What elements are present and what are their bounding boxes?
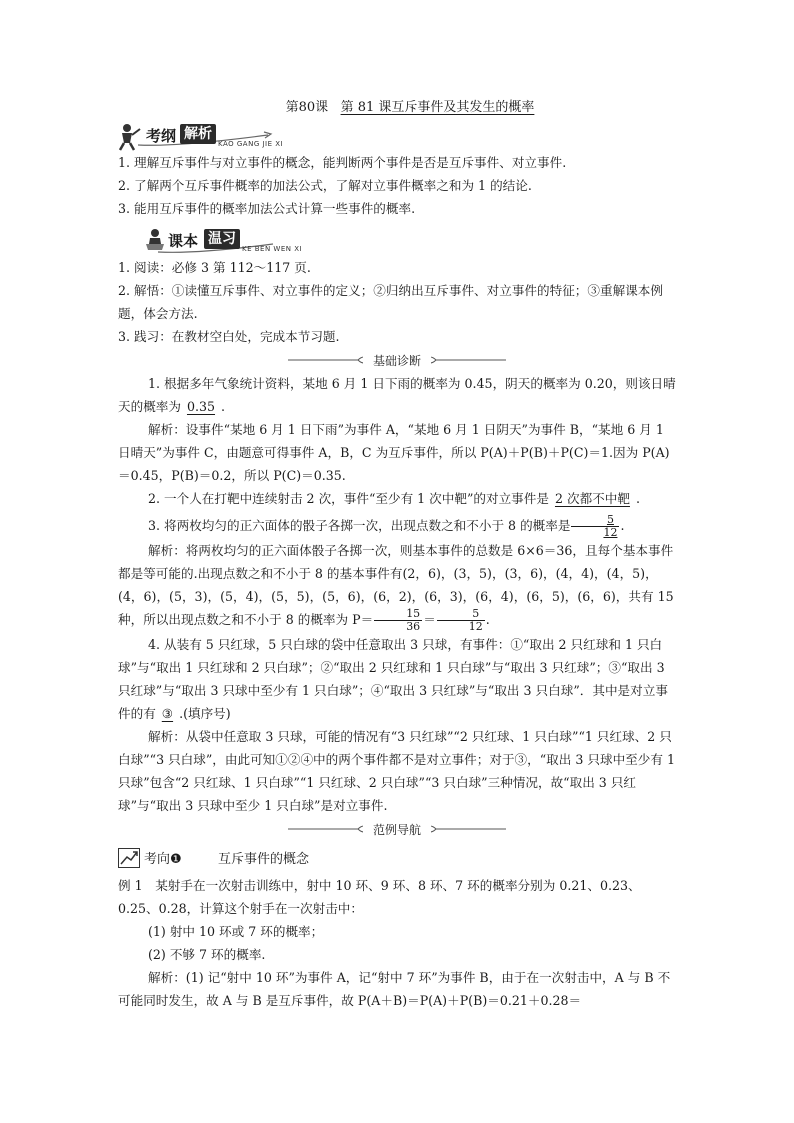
objective-3: 3. 能用互斥事件的概率加法公式计算一些事件的概率. [118, 201, 416, 216]
direction-heading [118, 846, 676, 874]
solution-1: 解析：设事件“某地 6 月 1 日下雨”为事件 A，“某地 6 月 1 日阴天”为事件 B，“某地 6 月 1 日晴天”为事件 C，由题意可得事件 A，B，C 为互斥事件，所以 P(A)＋P(B)＋P(C)＝1.因为 P(A)＝0.45，P(B)＝0.2，所以 P(C)＝0.35. [118, 422, 670, 483]
review-2: 2. 解悟：①读懂互斥事件、对立事件的定义；②归纳出互斥事件、对立事件的特征；③重解课本例题，体会方法. [118, 283, 663, 321]
objective-1: 1. 理解互斥事件与对立事件的概念，能判断两个事件是否是互斥事件、对立事件. [118, 155, 567, 170]
trend-arrow-icon [118, 848, 140, 868]
question-2-end: . [635, 491, 640, 506]
banner-title-1: 考纲 [146, 127, 177, 145]
banner-title-2: 温习 [204, 229, 240, 249]
objective-2: 2. 了解两个互斥事件概率的加法公式，了解对立事件概率之和为 1 的结论. [118, 178, 532, 193]
question-1 [118, 372, 676, 418]
question-1-end: . [221, 399, 226, 414]
example-1-part-1: (1) 射中 10 环或 7 环的概率； [148, 924, 324, 939]
banner-subtitle: KE BEN WEN XI [242, 245, 303, 253]
question-3-text: 3. 将两枚均匀的正六面体的骰子各掷一次，出现点数之和不小于 8 的概率是 [148, 518, 571, 533]
fraction-5-12 [437, 608, 485, 633]
solution-3-text: 解析：将两枚均匀的正六面体骰子各掷一次，则基本事件的总数是 6×6＝36，且每个基本事件都是等可能的.出现点数之和不小于 8 的基本事件有(2，6)，(3，5)，(3，6)，(4，4)，(4，5)，(4，6)，(5，3)，(5，4)，(5，5)，(5，6)，(6，2)，(6，3)，(6，4)，(6，5)，(6，6)，共有 15 种，所以出现点数之和不小于 8 的概率为 P＝ [118, 543, 674, 627]
content [118, 96, 676, 1012]
section-banner-keben [118, 226, 676, 256]
divider-basic-diagnosis [118, 349, 676, 371]
question-3 [118, 514, 676, 539]
answer-blank-1: 0.35 [186, 399, 216, 414]
solution-3 [118, 539, 676, 633]
example-1: 例 1 某射手在一次射击训练中，射中 10 环、9 环、8 环、7 环的概率分别为 0.21、0.23、0.25、0.28，计算这个射手在一次射击中： [118, 878, 641, 916]
answer-fraction-3 [571, 514, 619, 539]
fraction-denominator: 36 [406, 620, 421, 633]
equals-sign: ＝ [423, 612, 436, 627]
fraction-numerator: 15 [374, 608, 422, 621]
solution-4: 解析：从袋中任意取 3 只球，可能的情况有“3 只红球”“2 只红球、1 只白球”“1 只红球、2 只白球”“3 只白球”，由此可知①②④中的两个事件都不是对立事件；对于③，“取出 3 只球中至少有 1 只球”包含“2 只红球、1 只白球”“1 只红球、2 只白球”“3 只白球”三种情况，故“取出 3 只红球”与“取出 3 只球中至少 1 只白球”是对立事件. [118, 729, 675, 813]
direction-label: 考向❶ [144, 852, 182, 867]
section-banner-kaogang [118, 121, 676, 151]
fraction-denominator: 12 [468, 620, 483, 633]
banner-title-2: 解析 [180, 124, 216, 144]
answer-blank-4: ③ [161, 706, 174, 721]
question-4 [118, 633, 676, 725]
question-2-text: 2. 一个人在打靶中连续射击 2 次，事件“至少有 1 次中靶”的对立事件是 [148, 491, 549, 506]
fraction-numerator: 5 [571, 514, 619, 527]
divider-label: 基础诊断 [363, 354, 431, 368]
question-1-text: 1. 根据多年气象统计资料，某地 6 月 1 日下雨的概率为 0.45，阴天的概率为 0.20，则该日晴天的概率为 [118, 376, 676, 414]
question-4-text: 4. 从装有 5 只红球，5 只白球的袋中任意取出 3 只球，有事件：①“取出 2 只红球和 1 只白球”与“取出 1 只红球和 2 只白球”；②“取出 2 只红球和 1 只白球”与“取出 3 只红球”；③“取出 3 只红球”与“取出 3 只球中至少有 1 只白球”；④“取出 3 只红球”与“取出 3 只白球”．其中是对立事件的有 [118, 637, 668, 721]
divider-label: 范例导航 [363, 823, 431, 837]
lesson-number: 第80课 [285, 100, 329, 115]
fraction-numerator: 5 [437, 608, 485, 621]
answer-blank-2: 2 次都不中靶 [554, 491, 630, 506]
direction-title: 互斥事件的概念 [218, 852, 310, 867]
page-title [158, 96, 676, 119]
example-1-solution: 解析：(1) 记“射中 10 环”为事件 A，记“射中 7 环”为事件 B，由于在一次射击中，A 与 B 不可能同时发生，故 A 与 B 是互斥事件，故 P(A＋B)＝P(A)＋P(B)＝0.21＋0.28＝ [118, 970, 671, 1008]
lesson-title: 第 81 课互斥事件及其发生的概率 [340, 100, 535, 115]
solution-3-end: . [485, 612, 490, 627]
fraction-15-36 [374, 608, 422, 633]
question-2 [118, 487, 676, 510]
question-3-end: . [620, 518, 625, 533]
banner-title-1: 课本 [168, 232, 199, 250]
example-1-part-2: (2) 不够 7 环的概率. [148, 947, 266, 962]
divider-example-guide [118, 818, 676, 840]
review-3: 3. 践习：在教材空白处，完成本节习题. [118, 329, 340, 344]
banner-subtitle: KAO GANG JIE XI [218, 140, 284, 148]
question-4-end: .(填序号) [179, 706, 231, 721]
fraction-denominator: 12 [603, 526, 618, 539]
review-1: 1. 阅读：必修 3 第 112～117 页. [118, 260, 311, 275]
